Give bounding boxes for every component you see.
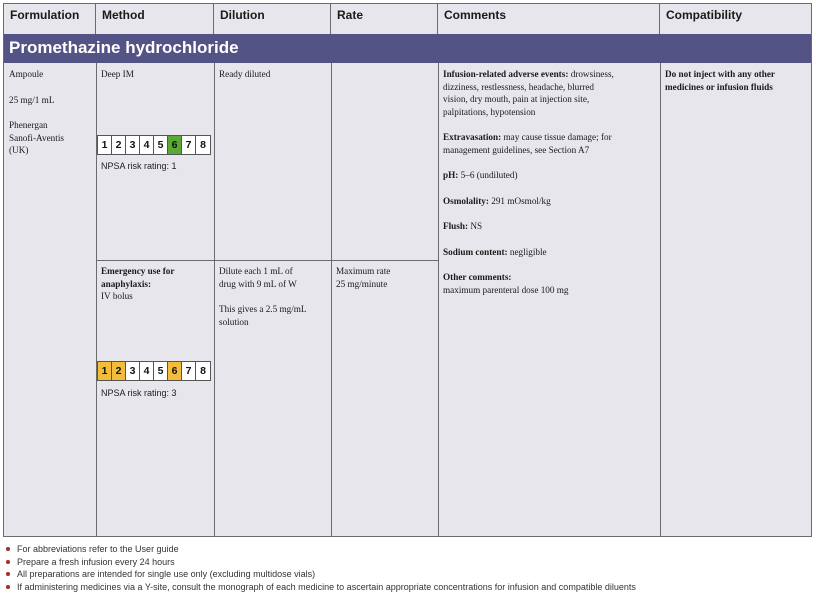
comment-label: pH: (443, 170, 459, 180)
comment-text: negligible (509, 246, 547, 257)
comment-infusion (443, 68, 658, 118)
formulation-strength: 25 mg/1 mL (9, 94, 55, 105)
dilution-text: Ready diluted (219, 69, 271, 79)
dilution-cell-2 (219, 265, 329, 328)
footnote-item: Prepare a fresh infusion every 24 hours (6, 556, 812, 569)
formulation-brand (9, 119, 93, 157)
dilution-line: This gives a 2.5 mg/mL (219, 304, 307, 314)
divider (660, 63, 661, 537)
brand-name: Phenergan (9, 120, 48, 130)
comment-text: drowsiness, (570, 69, 614, 79)
risk-box-5: 5 (154, 362, 168, 380)
compatibility-line: medicines or infusion fluids (665, 81, 773, 92)
risk-box-7: 7 (182, 362, 196, 380)
comment-label: Other comments: (443, 272, 512, 282)
risk-box-3: 3 (126, 362, 140, 380)
comment-text: maximum parenteral dose 100 mg (443, 284, 569, 295)
comment-text: management guidelines, see Section A7 (443, 144, 590, 155)
comment-osmolality (443, 195, 658, 208)
compatibility-cell (665, 68, 809, 93)
risk-box-5: 5 (154, 136, 168, 154)
npsa-risk-scale (97, 135, 211, 155)
dilution-cell-1 (219, 68, 329, 81)
footnotes (6, 543, 812, 593)
comment-flush (443, 220, 658, 233)
npsa-risk-scale (97, 361, 211, 381)
footnote-item: All preparations are intended for single use only (excluding multidose vials) (6, 568, 812, 581)
comment-text: palpitations, hypotension (443, 106, 536, 117)
header-dilution: Dilution (214, 4, 331, 34)
footnote-item: For abbreviations refer to the User guide (6, 543, 812, 556)
comment-text: 5–6 (undiluted) (460, 170, 518, 180)
brand-country: (UK) (9, 145, 29, 155)
comment-label: Flush: (443, 221, 469, 231)
compatibility-line: Do not inject with any other (665, 69, 775, 79)
risk-box-2: 2 (112, 362, 126, 380)
header-rate: Rate (331, 4, 438, 34)
comment-text: dizziness, restlessness, headache, blurred (443, 81, 595, 92)
comment-label: Osmolality: (443, 195, 489, 206)
method-cell-2 (101, 265, 211, 303)
drug-title: Promethazine hydrochloride (4, 34, 811, 63)
comment-text: vision, dry mouth, pain at injection site, (443, 94, 590, 104)
risk-box-6: 6 (168, 362, 182, 380)
risk-box-1: 1 (98, 136, 112, 154)
rate-line: Maximum rate (336, 266, 391, 276)
comment-ph (443, 169, 658, 182)
footnote-item: If administering medicines via a Y-site, consult the monograph of each medicine to ascertain appropriate concentrations for infusion and compatible diluents (6, 581, 812, 594)
risk-box-8: 8 (200, 365, 206, 377)
risk-box-8: 8 (200, 139, 206, 151)
brand-manufacturer: Sanofi-Aventis (9, 132, 64, 143)
risk-box-6: 6 (168, 136, 182, 154)
risk-box-2: 2 (112, 136, 126, 154)
method-text: Deep IM (101, 69, 134, 79)
comment-extravasation (443, 131, 658, 156)
comment-sodium (443, 246, 658, 259)
risk-box-1: 1 (98, 362, 112, 380)
monograph-table (3, 3, 812, 537)
divider (96, 260, 438, 261)
comment-text: 291 mOsmol/kg (491, 195, 551, 206)
method-line: anaphylaxis: (101, 278, 152, 289)
npsa-risk-rating: NPSA risk rating: 1 (101, 161, 177, 171)
divider (214, 63, 215, 537)
dilution-line: Dilute each 1 mL of (219, 266, 293, 276)
risk-box-4: 4 (140, 136, 154, 154)
rate-cell-2 (336, 265, 436, 290)
risk-box-4: 4 (140, 362, 154, 380)
risk-box-3: 3 (126, 136, 140, 154)
header-method: Method (96, 4, 214, 34)
header-compatibility: Compatibility (666, 8, 743, 22)
comment-label: Extravasation: (443, 132, 502, 142)
comment-text: may cause tissue damage; for (503, 132, 612, 142)
divider (331, 63, 332, 537)
comments-cell (443, 68, 658, 309)
method-route: IV bolus (101, 291, 133, 301)
comment-other (443, 271, 658, 296)
comment-label: Infusion-related adverse events: (443, 69, 569, 79)
header-formulation: Formulation (4, 4, 96, 34)
npsa-risk-rating: NPSA risk rating: 3 (101, 388, 177, 398)
divider (438, 63, 439, 537)
header-comments: Comments (438, 4, 660, 34)
formulation-type: Ampoule (9, 69, 44, 79)
dilution-line: solution (219, 316, 249, 327)
formulation-cell (9, 68, 93, 157)
rate-line: 25 mg/minute (336, 278, 388, 289)
method-text-bold (101, 265, 211, 290)
dilution-line: drug with 9 mL of W (219, 278, 297, 289)
comment-label: Sodium content: (443, 246, 508, 257)
method-line: Emergency use for (101, 266, 175, 276)
method-cell-1 (101, 68, 211, 81)
comment-text: NS (470, 221, 483, 231)
risk-box-7: 7 (182, 136, 196, 154)
